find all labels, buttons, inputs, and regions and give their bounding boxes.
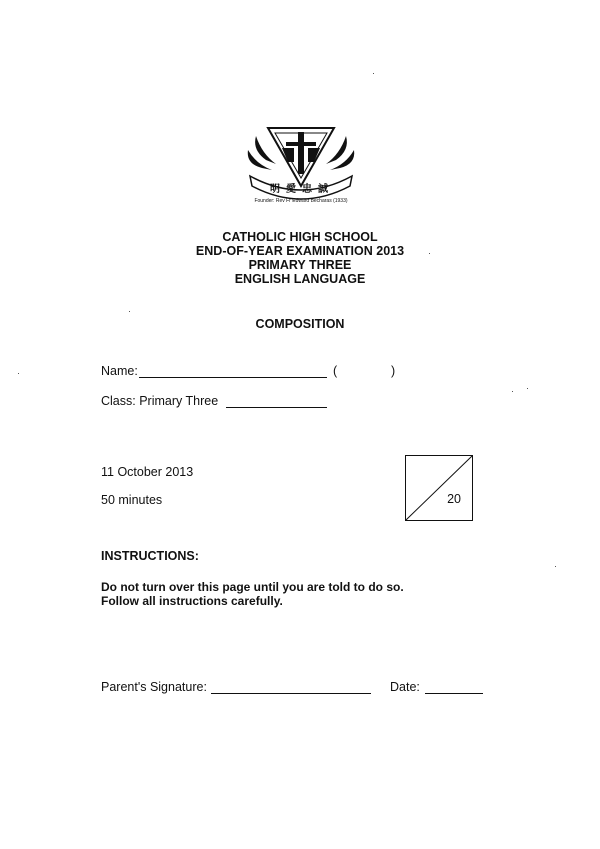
school-crest — [242, 120, 360, 212]
index-close-paren: ) — [391, 364, 396, 378]
crest-founder-text: Founder: Rev Fr Edward Becharas (1933) — [254, 198, 348, 204]
diagonal-line-icon — [406, 456, 472, 520]
class-label: Class: Primary Three — [101, 394, 219, 408]
scan-speck — [512, 391, 513, 392]
instruction-line-2: Follow all instructions carefully. — [101, 594, 283, 608]
scan-speck — [373, 73, 374, 74]
scan-speck — [129, 311, 130, 312]
scan-speck — [527, 388, 528, 389]
name-field[interactable] — [139, 377, 327, 378]
footer-date-label: Date: — [390, 680, 420, 694]
scan-speck — [429, 253, 430, 254]
class-field[interactable] — [226, 407, 327, 408]
footer-date-field[interactable] — [425, 693, 483, 694]
instructions-title: INSTRUCTIONS: — [101, 549, 199, 563]
index-open-paren: ( — [333, 364, 338, 378]
instruction-line-1: Do not turn over this page until you are told to do so. — [101, 580, 404, 594]
scan-speck — [18, 373, 19, 374]
exam-date: 11 October 2013 — [101, 465, 194, 479]
level-title: PRIMARY THREE — [248, 258, 352, 272]
exam-duration: 50 minutes — [101, 493, 163, 507]
crest-motto: 明愛忠誠 — [270, 184, 334, 195]
school-name: CATHOLIC HIGH SCHOOL — [222, 230, 378, 244]
signature-field[interactable] — [211, 693, 371, 694]
exam-title: END-OF-YEAR EXAMINATION 2013 — [195, 244, 405, 258]
name-label: Name: — [101, 364, 138, 378]
max-score: 20 — [447, 492, 461, 506]
scan-speck — [555, 566, 556, 567]
signature-label: Parent's Signature: — [101, 680, 207, 694]
score-box — [405, 455, 473, 521]
paper-title: COMPOSITION — [255, 317, 345, 331]
subject-title: ENGLISH LANGUAGE — [234, 272, 366, 286]
